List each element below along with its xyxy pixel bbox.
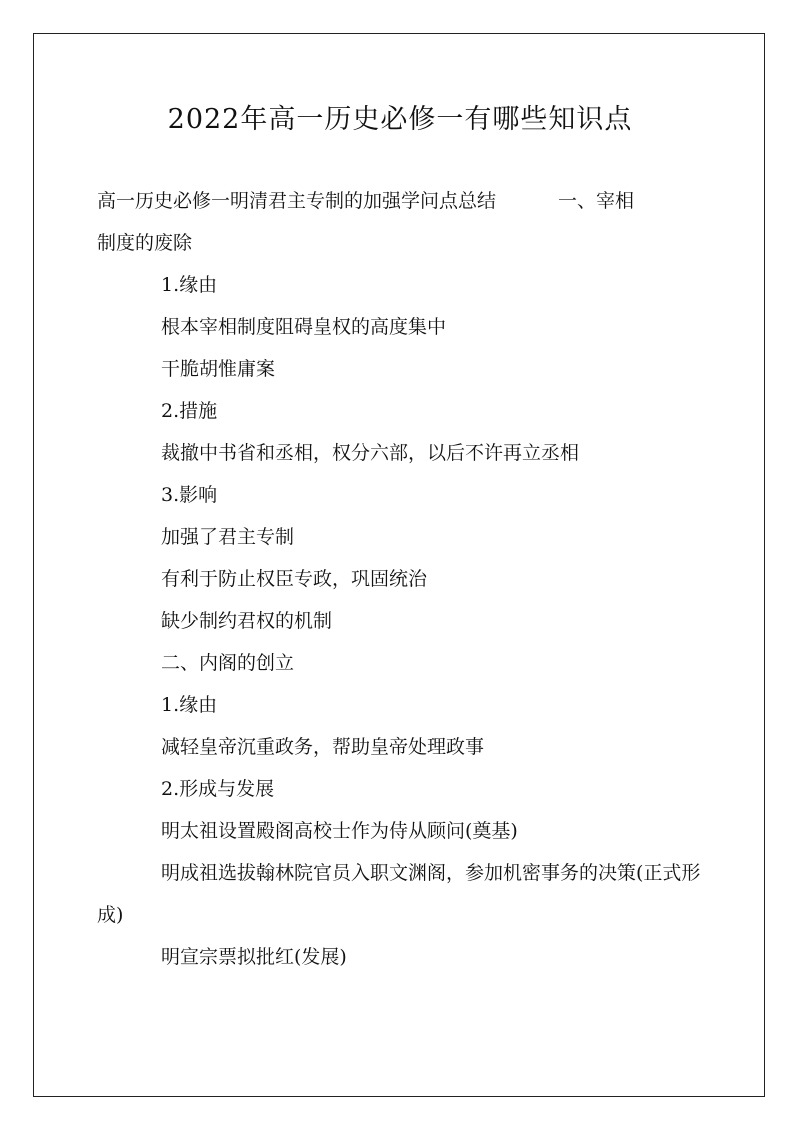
document-title: 2022年高一历史必修一有哪些知识点 [167, 104, 633, 135]
section1-reason-heading: 1.缘由 [161, 274, 218, 296]
text-line: 有利于防止权臣专政，巩固统治 [161, 568, 428, 590]
text-line: 明太祖设置殿阁高校士作为侍从顾问(奠基) [161, 820, 518, 842]
document-body [97, 180, 705, 978]
text-line: 加强了君主专制 [161, 526, 295, 548]
text-line: 干脆胡惟庸案 [161, 358, 276, 380]
intro-continuation: 制度的废除 [97, 232, 193, 254]
text-line: 裁撤中书省和丞相，权分六部，以后不许再立丞相 [161, 442, 580, 464]
intro-right-text: 一、宰相 [558, 190, 635, 212]
section1-measures-heading: 2.措施 [161, 400, 218, 422]
text-line: 缺少制约君权的机制 [161, 610, 333, 632]
section2-heading: 二、内阁的创立 [161, 652, 295, 674]
text-line: 明成祖选拔翰林院官员入职文渊阁，参加机密事务的决策(正式形成) [97, 862, 701, 926]
section1-impact-heading: 3.影响 [161, 484, 218, 506]
text-line: 减轻皇帝沉重政务，帮助皇帝处理政事 [161, 736, 485, 758]
intro-paragraph [97, 180, 705, 264]
text-line: 明宣宗票拟批红(发展) [161, 946, 347, 968]
text-line: 根本宰相制度阻碍皇权的高度集中 [161, 316, 447, 338]
section2-reason-heading: 1.缘由 [161, 694, 218, 716]
section2-development-heading: 2.形成与发展 [161, 778, 275, 800]
intro-left-text: 高一历史必修一明清君主专制的加强学问点总结 [97, 190, 497, 212]
